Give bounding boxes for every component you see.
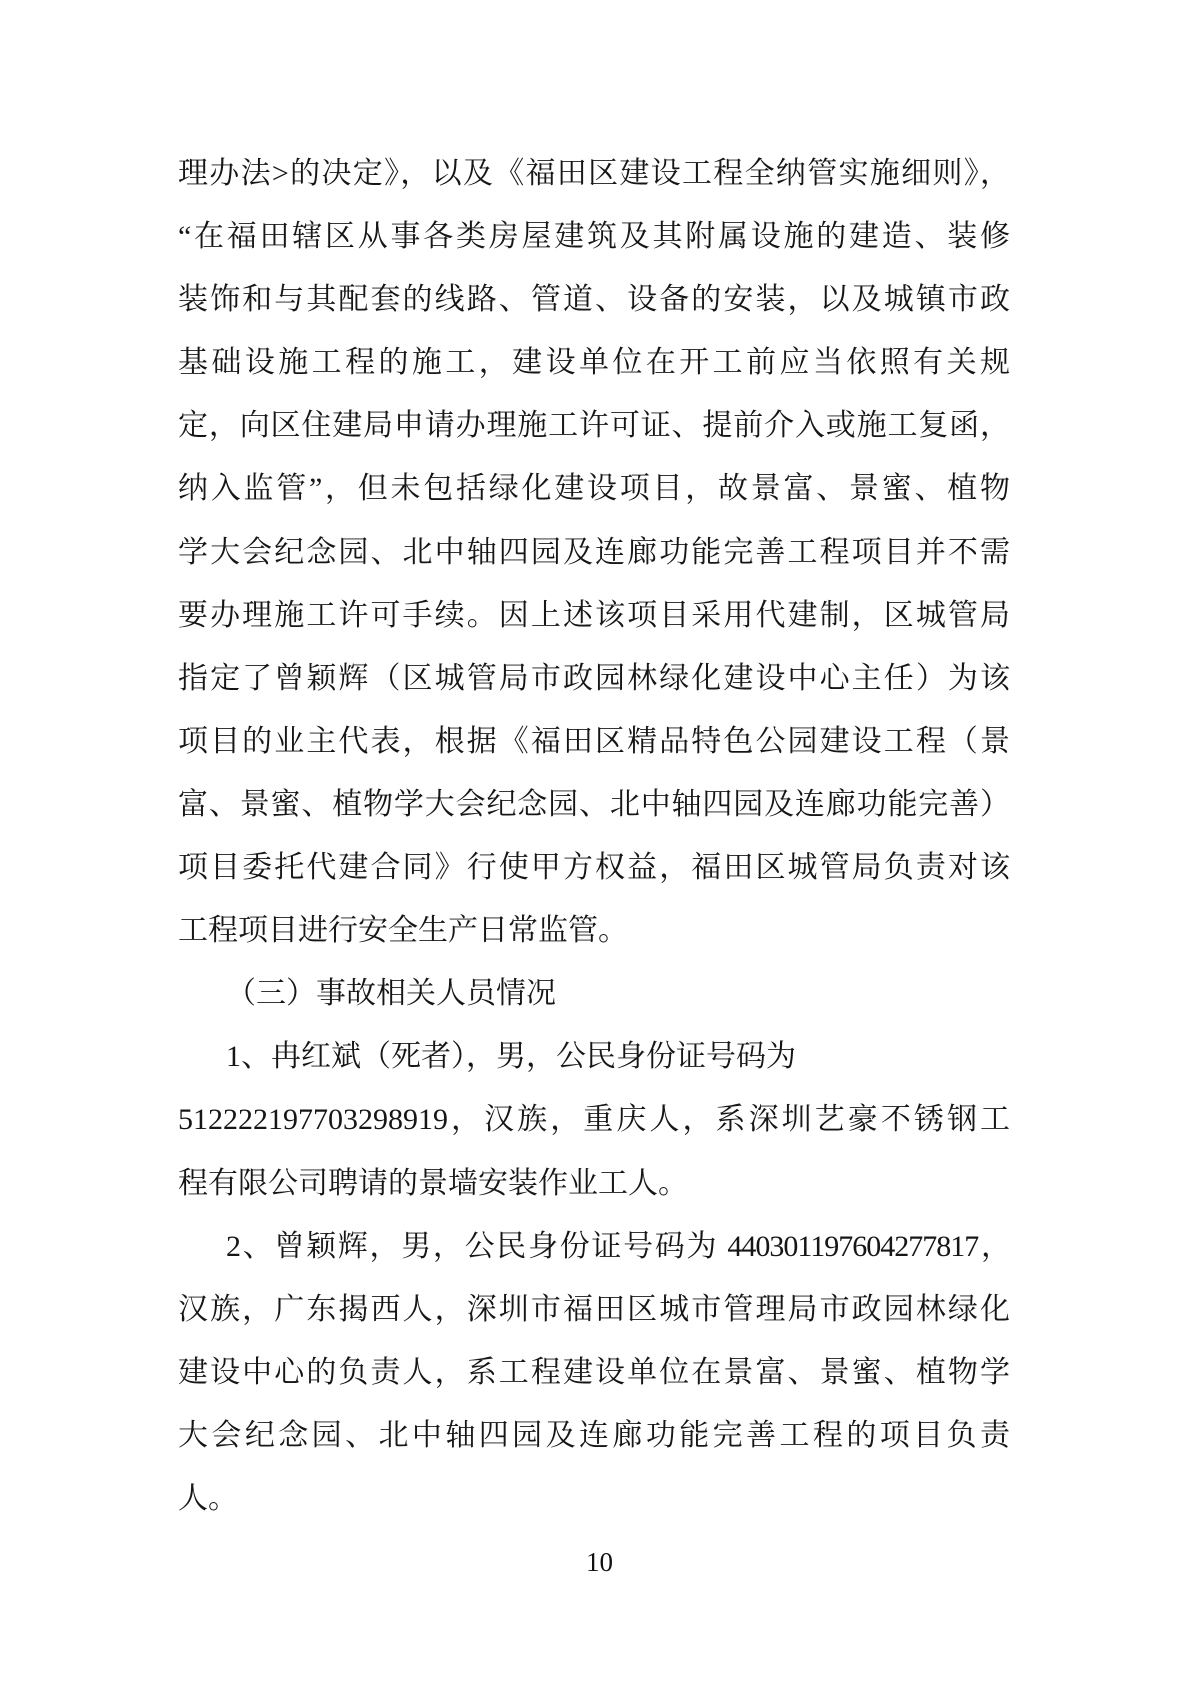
text-line: “在福田辖区从事各类房屋建筑及其附属设施的建造、装修: [178, 220, 1010, 254]
text-line: 项目委托代建合同》行使甲方权益，福田区城管局负责对该: [178, 851, 1010, 885]
text-line: 工程项目进行安全生产日常监管。: [178, 914, 628, 948]
text-line: 理办法>的决定》，以及《福田区建设工程全纳管实施细则》，: [178, 157, 1010, 190]
page-body: [178, 142, 1010, 1530]
text-line: 装饰和与其配套的线路、管道、设备的安装，以及城镇市政: [178, 283, 1010, 317]
text-line: （三）事故相关人员情况: [226, 977, 556, 1011]
text-line: 项目的业主代表，根据《福田区精品特色公园建设工程（景: [178, 724, 1010, 758]
text-line: 定，向区住建局申请办理施工许可证、提前介入或施工复函，: [178, 409, 1010, 443]
text-line: 建设中心的负责人，系工程建设单位在景富、景蜜、植物学: [178, 1355, 1010, 1389]
text-line: 要办理施工许可手续。因上述该项目采用代建制，区城管局: [178, 598, 1010, 632]
text-line: 基础设施工程的施工，建设单位在开工前应当依照有关规: [178, 346, 1010, 380]
text-line: 汉族，广东揭西人，深圳市福田区城市管理局市政园林绿化: [178, 1292, 1010, 1326]
text-line: 2、曾颖辉，男，公民身份证号码为 440301197604277817，: [226, 1229, 1010, 1263]
text-line: 纳入监管”，但未包括绿化建设项目，故景富、景蜜、植物: [178, 472, 1010, 506]
text-line: 学大会纪念园、北中轴四园及连廊功能完善工程项目并不需: [178, 535, 1010, 569]
page-number: 10: [586, 1547, 613, 1577]
text-line: 大会纪念园、北中轴四园及连廊功能完善工程的项目负责: [178, 1418, 1010, 1452]
text-line: 程有限公司聘请的景墙安装作业工人。: [178, 1166, 688, 1200]
text-line: 指定了曾颖辉（区城管局市政园林绿化建设中心主任）为该: [178, 661, 1010, 695]
text-line: 人。: [178, 1481, 238, 1515]
text-line: 1、冉红斌（死者），男，公民身份证号码为: [226, 1040, 796, 1074]
text-line: 富、景蜜、植物学大会纪念园、北中轴四园及连廊功能完善）: [178, 787, 1010, 821]
text-line: 512222197703298919，汉族，重庆人，系深圳艺豪不锈钢工: [178, 1103, 1010, 1137]
